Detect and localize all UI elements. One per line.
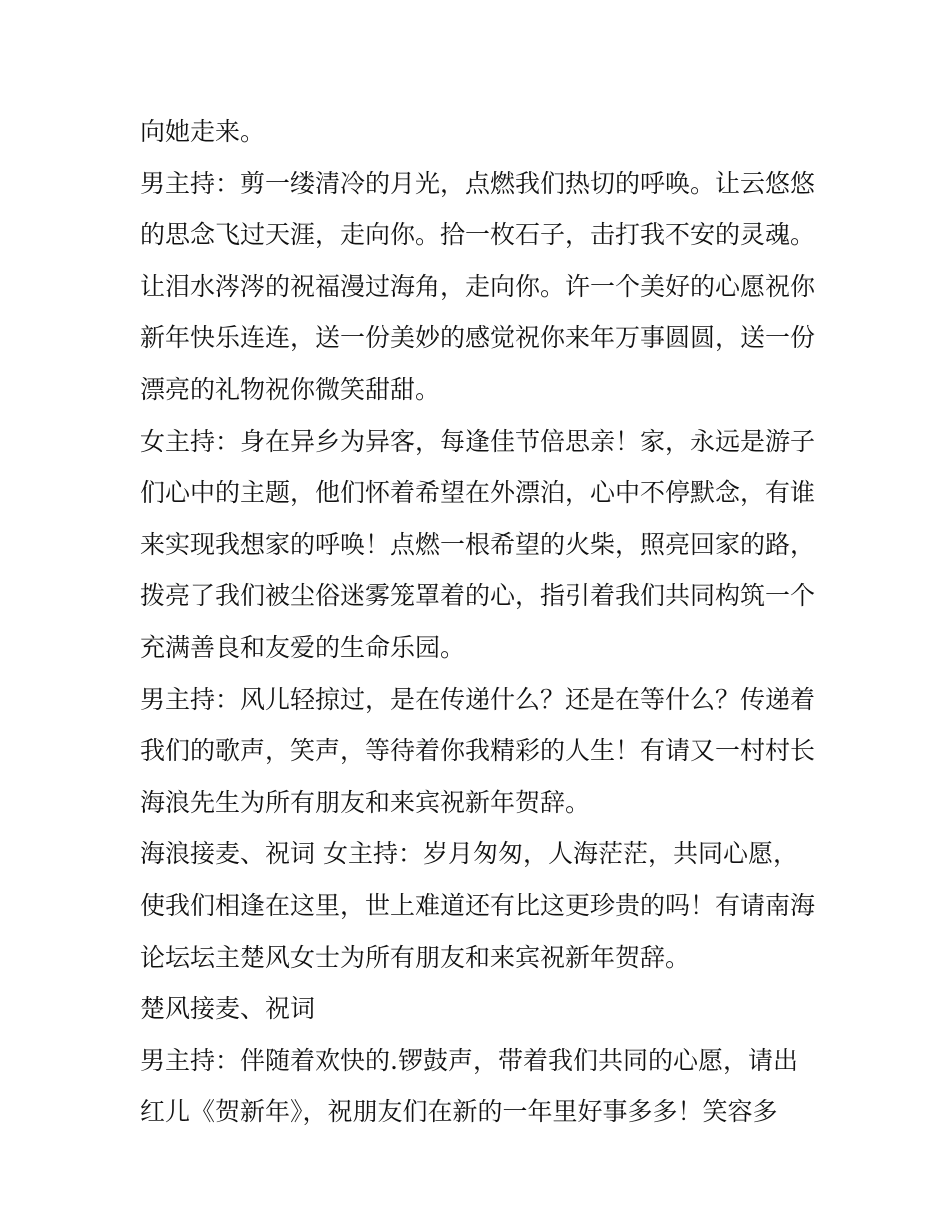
text-line: 男主持：剪一缕清冷的月光，点燃我们热切的呼唤。让云悠悠 <box>140 168 816 198</box>
text-line: 海浪接麦、祝词 女主持：岁月匆匆，人海茫茫，共同心愿， <box>140 839 798 869</box>
text-line: 我们的歌声，笑声，等待着你我精彩的人生！有请又一村村长 <box>140 736 816 766</box>
text-line: 们心中的主题，他们怀着希望在外漂泊，心中不停默念，有谁 <box>140 478 816 508</box>
text-line: 让泪水涔涔的祝福漫过海角，走向你。许一个美好的心愿祝你 <box>140 271 816 301</box>
text-line: 拨亮了我们被尘俗迷雾笼罩着的心，指引着我们共同构筑一个 <box>140 581 816 611</box>
text-line: 使我们相逢在这里，世上难道还有比这更珍贵的吗！有请南海 <box>140 890 816 920</box>
text-line: 海浪先生为所有朋友和来宾祝新年贺辞。 <box>140 787 591 817</box>
text-line: 红儿《贺新年》，祝朋友们在新的一年里好事多多！笑容多 <box>140 1097 778 1127</box>
text-line: 女主持：身在异乡为异客，每逢佳节倍思亲！家，永远是游子 <box>140 426 816 456</box>
text-line: 男主持：伴随着欢快的.锣鼓声，带着我们共同的心愿，请出 <box>140 1045 798 1075</box>
text-line: 楚风接麦、祝词 <box>140 994 316 1024</box>
text-line: 论坛坛主楚风女士为所有朋友和来宾祝新年贺辞。 <box>140 942 691 972</box>
text-line: 充满善良和友爱的生命乐园。 <box>140 632 466 662</box>
document-text-body <box>140 106 830 1138</box>
text-line: 向她走来。 <box>140 117 266 146</box>
text-line: 新年快乐连连，送一份美妙的感觉祝你来年万事圆圆，送一份 <box>140 323 816 353</box>
text-line: 男主持：风儿轻掠过，是在传递什么？还是在等什么？传递着 <box>140 684 816 714</box>
text-line: 漂亮的礼物祝你微笑甜甜。 <box>140 374 441 404</box>
text-line: 的思念飞过天涯，走向你。拾一枚石子，击打我不安的灵魂。 <box>140 220 816 250</box>
text-line: 来实现我想家的呼唤！点燃一根希望的火柴，照亮回家的路， <box>140 529 816 559</box>
